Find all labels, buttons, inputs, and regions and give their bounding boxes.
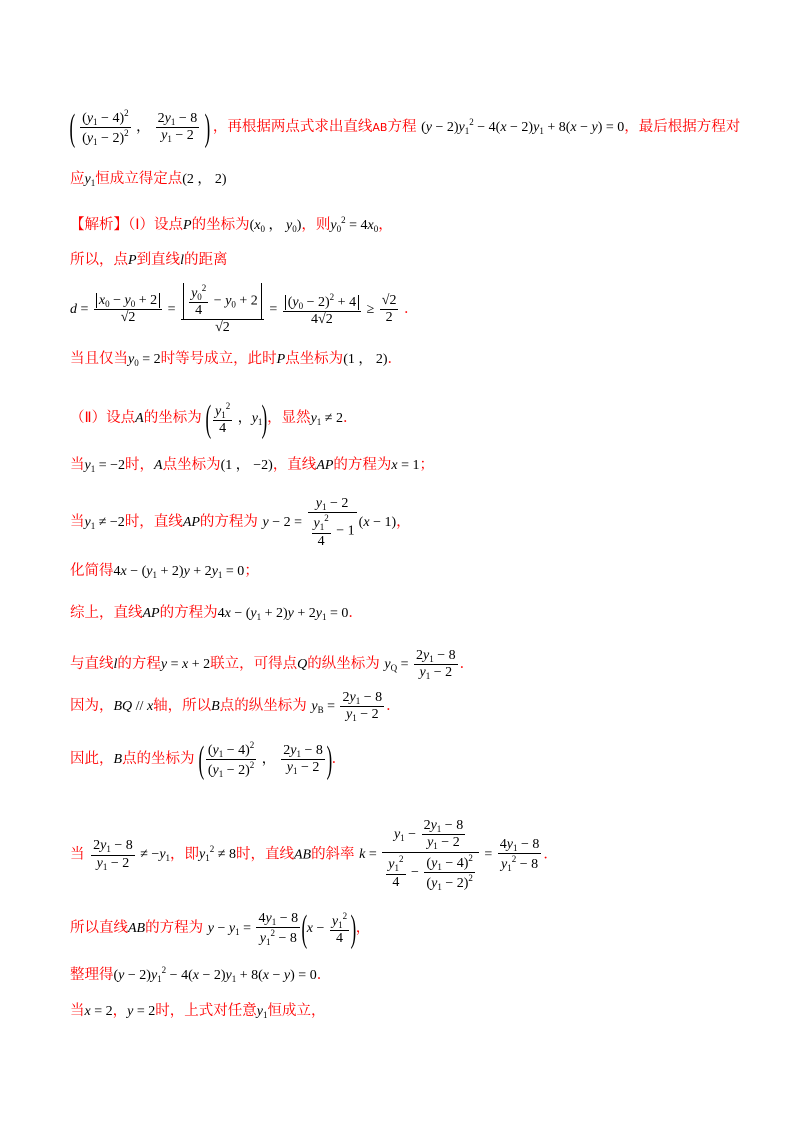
formula-yq: $y_Q$ = $\frac{2y_1 - 8}{y_1 - 2}$ bbox=[384, 648, 456, 682]
text-segment: 点的坐标为 bbox=[122, 751, 195, 768]
text-segment: 方程 bbox=[387, 119, 417, 136]
text-segment: 当 bbox=[70, 846, 85, 863]
text-segment: 当 bbox=[70, 514, 85, 531]
formula-ap: AP bbox=[182, 515, 200, 531]
formula-q: Q bbox=[297, 657, 308, 673]
text-segment: 的纵坐标为 bbox=[307, 656, 380, 673]
formula-fixed-point: (2 ， 2) bbox=[182, 172, 227, 187]
line-12: 与直线l的方程y = x + 2联立，可得点Q的纵坐标为 $y_Q$ = $\frac{2y_1 - 8}{y_1 - 2}$ ． bbox=[70, 648, 475, 682]
formula-a-coords: ( $\frac{y_1^2}{4}$ ，$y_1$) bbox=[205, 398, 268, 440]
text-segment: ，直线 bbox=[272, 457, 317, 473]
formula-l: l bbox=[180, 253, 184, 268]
line-9: 当$y_1 \ne -2$时，直线AP的方程为 y − 2 = $y_1 - 2$ $\frac{y_1^2}{4}$ − 1 (x − 1)， bbox=[70, 496, 411, 549]
formula-y1-ne: $y_1 \ne 2$ bbox=[310, 411, 343, 428]
text-segment: 综上，直线 bbox=[70, 605, 143, 621]
line-10: 化简得$4x - (y_1 + 2)y + 2y_1 = 0$； bbox=[70, 563, 259, 580]
text-segment: 的坐标为 bbox=[191, 217, 250, 233]
text-segment: AB bbox=[372, 121, 388, 135]
text-segment: ，最后根据方程对 bbox=[624, 119, 741, 136]
formula-bq-parallel: BQ // x bbox=[113, 699, 154, 715]
text-segment: 因为， bbox=[70, 698, 114, 715]
text-segment: 时，直线 bbox=[235, 846, 294, 863]
formula-y1-eq: $y_1 = -2$ bbox=[84, 458, 126, 474]
formula-y0-eq: $y_0 = 2$ bbox=[128, 352, 161, 368]
formula-b-coords: ( $\frac{(y_1 - 4)^2}{(y_1 - 2)^2}$ ， $\frac{2y_1 - 8}{y_1 - 2}$ ) bbox=[198, 738, 333, 781]
text-segment: 时，上式对任意 bbox=[155, 1003, 257, 1019]
line-7: （Ⅱ）设点A的坐标为 ( $\frac{y_1^2}{4}$ ，$y_1$)，显然$y_1 \ne 2$． bbox=[70, 398, 358, 440]
text-segment: 点坐标为 bbox=[162, 457, 221, 473]
text-segment: （Ⅰ）设点 bbox=[128, 217, 184, 233]
formula-x-eq-2: x = 2 bbox=[84, 1004, 113, 1019]
formula-simplified: $4x - (y_1 + 2)y + 2y_1 = 0$ bbox=[113, 564, 245, 580]
formula-slope: k = $y_1$ − $\frac{2y_1 - 8}{y_1 - 2}$ $\frac{y_1^2}{4}$ − $\frac{(y_1 - 4)^2}{(y_1 - 2)^2}$ = $\frac{4y_1 - 8}{y_1^2 - 8}$ bbox=[359, 818, 540, 893]
text-segment: 时， bbox=[125, 457, 155, 473]
text-segment: 时等号成立，此时 bbox=[160, 351, 277, 367]
formula-a-point: (1 ， −2) bbox=[220, 458, 273, 473]
text-segment: 的方程为 bbox=[333, 457, 392, 473]
formula-line-l: y = x + 2 bbox=[160, 657, 211, 673]
text-segment: 应 bbox=[70, 171, 85, 187]
text-segment: ，即 bbox=[170, 846, 200, 863]
text-segment: 时，直线 bbox=[124, 514, 183, 531]
text-segment: 的方程为 bbox=[145, 920, 204, 937]
line-15: 当 $\frac{2y_1 - 8}{y_1 - 2}$ ≠ $-y_1$，即$y_1^2 \ne 8$时，直线AB的斜率 k = $y_1$ − $\frac{2y_1 - 8}{y_1 - 2}$ $\frac{y_1^2}{4}$ − $\frac{(y_1 - 4)^2}{(y_1 - 2)^2}$ = $\frac{4y_1 - 8}{y_1^2 - 8}$ ． bbox=[70, 818, 558, 893]
formula-ab: AB bbox=[293, 847, 312, 863]
text-segment: 当 bbox=[70, 457, 85, 473]
line-6: 当且仅当$y_0 = 2$时等号成立，此时P点坐标为(1 ， 2)． bbox=[70, 351, 403, 368]
formula-ab-line: $y - y_1$ = $\frac{4y_1 - 8}{y_1^2 - 8}$ (x − $\frac{y_1^2}{4}$ ) bbox=[207, 908, 357, 950]
formula-y1-ne-neg2: $y_1 \ne -2$ bbox=[84, 515, 125, 532]
line-16: 所以直线AB的方程为 $y - y_1$ = $\frac{4y_1 - 8}{y_1^2 - 8}$ (x − $\frac{y_1^2}{4}$ )， bbox=[70, 908, 371, 950]
line-8: 当$y_1 = -2$时，A点坐标为(1 ， −2)，直线AP的方程为x = 1； bbox=[70, 457, 435, 474]
text-segment: 的坐标为 bbox=[143, 410, 202, 427]
text-segment: 点坐标为 bbox=[285, 351, 344, 367]
text-segment: 所以直线 bbox=[70, 920, 128, 937]
line-5: d = $\frac{x_0 - y_0 + 2}{√2}$ = $\frac{y_0^2}{4}$ − $y_0 + 2$ √2 = $\frac{(y_0 - 2)^2 + 4}{4√2}$ ≥ $\frac{√2}{2}$ ． bbox=[70, 283, 419, 336]
text-segment: 与直线 bbox=[70, 656, 114, 673]
formula-p-point: (1 ， 2) bbox=[343, 352, 388, 367]
text-segment: 因此， bbox=[70, 751, 114, 768]
text-segment: 的方程 bbox=[117, 656, 161, 673]
formula-parabola: $y_0^2 = 4x_0$ bbox=[330, 215, 379, 234]
text-segment: 的斜率 bbox=[311, 846, 355, 863]
text-segment: 联立，可得点 bbox=[210, 656, 298, 673]
formula-p: P bbox=[276, 352, 286, 367]
analysis-tag: 【解析】 bbox=[70, 217, 128, 233]
line-1 bbox=[70, 108, 740, 148]
text-segment: ，再根据两点式求出直线 bbox=[212, 119, 373, 136]
formula-y1: $y_1$ bbox=[84, 172, 96, 188]
line-14: 因此，B点的坐标为 ( $\frac{(y_1 - 4)^2}{(y_1 - 2)^2}$ ， $\frac{2y_1 - 8}{y_1 - 2}$ )． bbox=[70, 738, 347, 781]
formula-ab: AB bbox=[128, 921, 146, 937]
line-2 bbox=[70, 172, 227, 188]
formula-y-eq-2: y = 2 bbox=[127, 1004, 156, 1019]
formula-point-b-coords: ( $\frac{(y_1 - 4)^2}{(y_1 - 2)^2}$ ， $\frac{2y_1 - 8}{y_1 - 2}$ ) bbox=[69, 106, 210, 149]
text-segment: 恒成立， bbox=[267, 1003, 326, 1019]
formula-a: A bbox=[154, 458, 163, 473]
formula-condition: $\frac{2y_1 - 8}{y_1 - 2}$ ≠ $-y_1$ bbox=[93, 838, 171, 872]
text-segment: 轴，所以 bbox=[153, 698, 212, 715]
formula-y1: $y_1$ bbox=[256, 1004, 268, 1020]
formula-b: B bbox=[211, 699, 220, 715]
text-segment: （Ⅱ）设点 bbox=[70, 410, 136, 427]
formula-y1sq-ne: $y_1^2 \ne 8$ bbox=[199, 844, 236, 864]
text-segment: 所以，点 bbox=[70, 252, 128, 268]
formula-p-coords: ($x_0$ ， $y_0$) bbox=[249, 218, 302, 234]
line-3: 【解析】（Ⅰ）设点P的坐标为($x_0$ ， $y_0$)，则$y_0^2 = 4x_0$， bbox=[70, 215, 393, 234]
formula-b: B bbox=[113, 752, 123, 768]
line-17: 整理得$(y - 2)y_1^2 - 4(x - 2)y_1 + 8(x - y) = 0$． bbox=[70, 965, 332, 984]
text-segment: 的方程为 bbox=[159, 605, 218, 621]
formula-distance: d = $\frac{x_0 - y_0 + 2}{√2}$ = $\frac{y_0^2}{4}$ − $y_0 + 2$ √2 = $\frac{(y_0 - 2)^2 + 4}{4√2}$ ≥ $\frac{√2}{2}$ bbox=[70, 283, 397, 336]
formula-x-eq: x = 1 bbox=[391, 458, 420, 473]
line-13: 因为，BQ // x轴，所以B点的纵坐标为 $y_B$ = $\frac{2y_1 - 8}{y_1 - 2}$ ． bbox=[70, 690, 401, 724]
text-segment: 到直线 bbox=[136, 252, 181, 268]
text-segment: ，显然 bbox=[267, 410, 311, 427]
formula-line-ab: $(y - 2)y_1^2 - 4(x - 2)y_1 + 8(x - y) = 0$ bbox=[421, 117, 625, 137]
line-4 bbox=[70, 253, 227, 268]
text-segment: 当且仅当 bbox=[70, 351, 128, 367]
text-segment: 恒成立得定点 bbox=[95, 171, 183, 187]
formula-yb: $y_B$ = $\frac{2y_1 - 8}{y_1 - 2}$ bbox=[311, 690, 383, 724]
formula-ap-eq: $4x - (y_1 + 2)y + 2y_1 = 0$ bbox=[217, 606, 349, 622]
line-18 bbox=[70, 1004, 325, 1020]
text-segment: ， bbox=[112, 1003, 128, 1019]
text-segment: 的距离 bbox=[183, 252, 228, 268]
formula-result: $(y - 2)y_1^2 - 4(x - 2)y_1 + 8(x - y) = 0$ bbox=[113, 965, 317, 984]
line-11: 综上，直线AP的方程为$4x - (y_1 + 2)y + 2y_1 = 0$． bbox=[70, 605, 363, 622]
text-segment: 整理得 bbox=[70, 967, 114, 983]
formula-l: l bbox=[113, 657, 118, 673]
text-segment: 点的纵坐标为 bbox=[219, 698, 307, 715]
formula-p: P bbox=[128, 253, 137, 268]
text-segment: 的方程为 bbox=[199, 514, 258, 531]
text-segment: 当 bbox=[70, 1003, 85, 1019]
formula-ap: AP bbox=[316, 458, 334, 473]
formula-ap-line: y − 2 = $y_1 - 2$ $\frac{y_1^2}{4}$ − 1 (x − 1) bbox=[262, 496, 397, 549]
text-segment: 化简得 bbox=[70, 563, 114, 579]
formula-p: P bbox=[183, 218, 192, 233]
formula-a: A bbox=[135, 411, 144, 427]
formula-ap: AP bbox=[142, 606, 160, 621]
text-segment: ，则 bbox=[301, 217, 331, 233]
